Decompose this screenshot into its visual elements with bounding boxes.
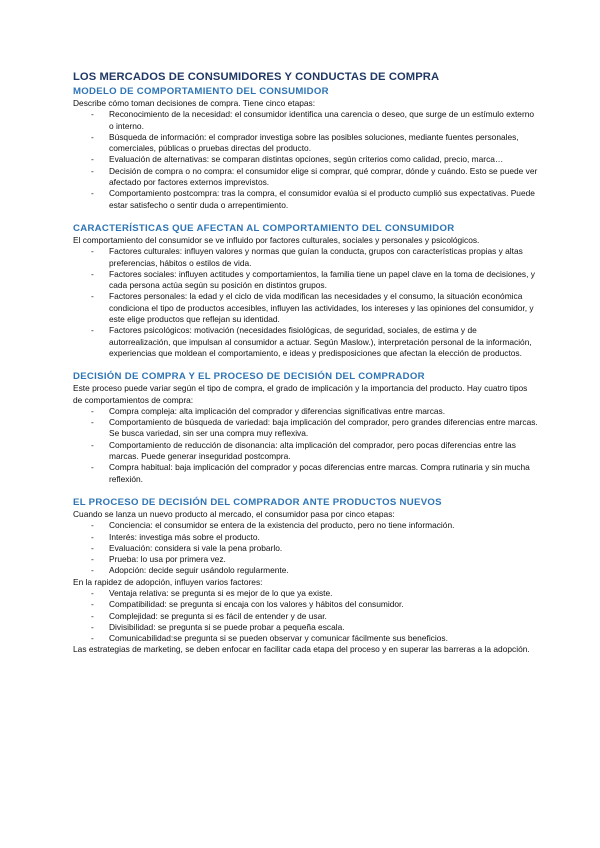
list-item: - Divisibilidad: se pregunta si se puede probar a pequeña escala. xyxy=(73,622,538,633)
list-item: - Comportamiento postcompra: tras la compra, el consumidor evalúa si el producto cumplió sus expectativas. Puede estar satisfecho o sentir duda o arrepentimiento. xyxy=(73,188,538,211)
behavior-list xyxy=(73,406,538,485)
section-intro: Cuando se lanza un nuevo producto al mercado, el consumidor pasa por cinco etapas: xyxy=(73,508,395,519)
section-intro: Describe cómo toman decisiones de compra. Tiene cinco etapas: xyxy=(73,98,316,108)
section-intro: El comportamiento del consumidor se ve influido por factores culturales, sociales y personales y psicológicos. xyxy=(73,234,480,245)
list-item: - Compra compleja: alta implicación del comprador y diferencias significativas entre marcas. xyxy=(73,406,538,417)
section-consumer-model xyxy=(73,86,538,211)
list-item: - Factores personales: la edad y el ciclo de vida modifican las necesidades y el consumo, la situación económica condiciona el tipo de productos accesibles, influyen las actividades, los intereses y las opiniones del consumidor, y este elige productos que reflejan su identidad. xyxy=(73,291,538,325)
section-consumer-characteristics xyxy=(73,223,538,359)
list-item: - Prueba: lo usa por primera vez. xyxy=(73,554,538,565)
section-heading: EL PROCESO DE DECISIÓN DEL COMPRADOR ANTE PRODUCTOS NUEVOS xyxy=(73,496,442,508)
list-item: - Interés: investiga más sobre el producto. xyxy=(73,532,538,543)
list-item: - Compatibilidad: se pregunta si encaja con los valores y hábitos del consumidor. xyxy=(73,599,538,610)
list-item: - Reconocimiento de la necesidad: el consumidor identifica una carencia o deseo, que surge de un estímulo externo o interno. xyxy=(73,109,538,132)
adoption-stage-list xyxy=(73,520,538,576)
adoption-factors-intro: En la rapidez de adopción, influyen varios factores: xyxy=(73,576,263,587)
closing-paragraph: Las estrategias de marketing, se deben enfocar en facilitar cada etapa del proceso y en superar las barreras a la adopción. xyxy=(73,644,530,655)
section-heading: DECISIÓN DE COMPRA Y EL PROCESO DE DECISIÓN DEL COMPRADOR xyxy=(73,371,425,383)
list-item: - Factores sociales: influyen actitudes y comportamientos, la familia tiene un papel clave en la toma de decisiones, y cada persona actúa según su posición en distintos grupos. xyxy=(73,269,538,292)
list-item: - Búsqueda de información: el comprador investiga sobre las posibles soluciones, mediante fuentes personales, comerciales, públicas o pruebas directas del producto. xyxy=(73,132,538,155)
list-item: - Complejidad: se pregunta si es fácil de entender y de usar. xyxy=(73,611,538,622)
stage-list xyxy=(73,109,538,211)
list-item: - Decisión de compra o no compra: el consumidor elige si comprar, qué comprar, dónde y cuándo. Esto se puede ver afectado por factores externos imprevistos. xyxy=(73,166,538,189)
list-item: - Evaluación: considera si vale la pena probarlo. xyxy=(73,543,538,554)
list-item: - Comportamiento de reducción de disonancia: alta implicación del comprador, pero pocas diferencias entre las marcas. Puede generar inseguridad postcompra. xyxy=(73,440,538,463)
list-item: - Ventaja relativa: se pregunta si es mejor de lo que ya existe. xyxy=(73,588,538,599)
list-item: - Conciencia: el consumidor se entera de la existencia del producto, pero no tiene información. xyxy=(73,520,538,531)
list-item: - Comportamiento de búsqueda de variedad: baja implicación del comprador, pero grandes diferencias entre marcas. Se busca variedad, sin ser una compra muy reflexiva. xyxy=(73,417,538,440)
section-new-products xyxy=(73,497,538,656)
list-item: - Adopción: decide seguir usándolo regularmente. xyxy=(73,565,538,576)
factor-list xyxy=(73,246,538,359)
section-purchase-decision xyxy=(73,371,538,485)
document-title: LOS MERCADOS DE CONSUMIDORES Y CONDUCTAS DE COMPRA xyxy=(73,71,440,83)
adoption-factor-list xyxy=(73,588,538,644)
section-heading: CARACTERÍSTICAS QUE AFECTAN AL COMPORTAMIENTO DEL CONSUMIDOR xyxy=(73,222,455,234)
section-heading: MODELO DE COMPORTAMIENTO DEL CONSUMIDOR xyxy=(73,86,329,97)
list-item: - Comunicabilidad:se pregunta si se pueden observar y comunicar fácilmente sus beneficios. xyxy=(73,633,538,644)
list-item: - Evaluación de alternativas: se comparan distintas opciones, según criterios como calidad, precio, marca… xyxy=(73,154,538,165)
list-item: - Compra habitual: baja implicación del comprador y pocas diferencias entre marcas. Compra rutinaria y sin mucha reflexión. xyxy=(73,462,538,485)
list-item: - Factores culturales: influyen valores y normas que guían la conducta, grupos con características propias y altas preferencias, hábitos o estilos de vida. xyxy=(73,246,538,269)
list-item: - Factores psicológicos: motivación (necesidades fisiológicas, de seguridad, sociales, de estima y de autorrealización, que impulsan al consumidor a actuar. Según Maslow.), interpretación personal de la información, experiencias que moldean el comportamiento, e ideas y predisposiciones que afectan la elección de productos. xyxy=(73,325,538,359)
section-intro: Este proceso puede variar según el tipo de compra, el grado de implicación y la importancia del producto. Hay cuatro tipos de comportamientos de compra: xyxy=(73,383,528,405)
